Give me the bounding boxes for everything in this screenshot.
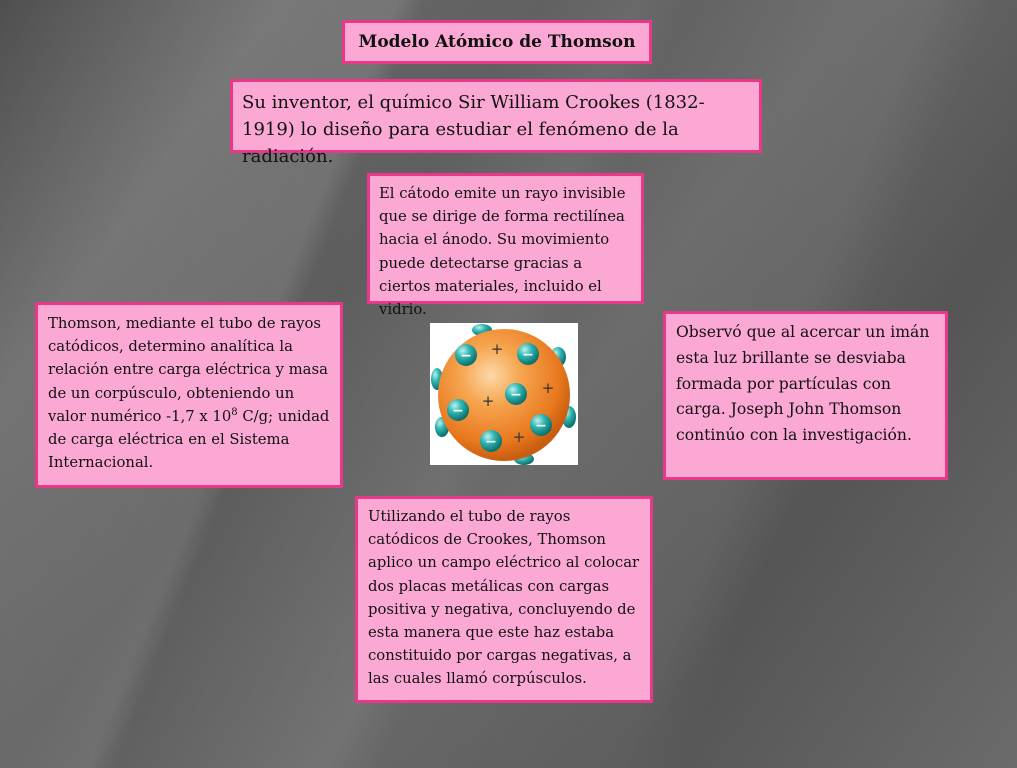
thomson-atom-image <box>430 323 578 465</box>
positive-charge: + <box>490 340 504 358</box>
cathode-box <box>367 173 644 319</box>
page-title: Modelo Atómico de Thomson <box>358 32 636 52</box>
thomson-mass-exponent: 8 <box>231 406 238 418</box>
electric-field-text: Utilizando el tubo de rayos catódicos de Crookes, Thomson aplico un campo eléctrico al colocar dos placas metálicas con cargas positiva y negativa, concluyendo de esta manera que este haz estaba constituido por cargas negativas, a las cuales llamó corpúsculos. <box>368 508 640 688</box>
negative-charge: − <box>452 403 464 419</box>
thomson-mass-text <box>48 312 330 474</box>
thomson-mass-box <box>35 302 343 488</box>
thomson-mass-text-before: Thomson, mediante el tubo de rayos catódicos, determino analítica la relación entre carga eléctrica y masa de un corpúsculo, obteniendo un valor numérico -1,7 x 10 <box>48 315 328 425</box>
electric-field-box <box>355 496 653 703</box>
negative-charge: − <box>460 348 472 364</box>
intro-text: Su inventor, el químico Sir William Crookes (1832-1919) lo diseño para estudiar el fenómeno de la radiación. <box>242 92 705 167</box>
negative-charge: − <box>510 387 522 403</box>
negative-charge: − <box>522 347 534 363</box>
atom-illustration <box>430 323 578 465</box>
positive-charge: + <box>512 428 526 446</box>
title-box <box>342 20 652 64</box>
negative-charge: − <box>485 434 497 450</box>
intro-box <box>230 79 762 167</box>
negative-charge: − <box>535 418 547 434</box>
observation-text: Observó que al acercar un imán esta luz brillante se desviaba formada por partículas con carga. Joseph John Thomson continúo con la investigación. <box>676 323 930 445</box>
observation-box <box>663 311 948 480</box>
positive-charge: + <box>481 392 495 410</box>
positive-charge: + <box>541 379 555 397</box>
cathode-text: El cátodo emite un rayo invisible que se dirige de forma rectilínea hacia el ánodo. Su movimiento puede detectarse gracias a ciertos materiales, incluido el vidrio. <box>379 185 626 319</box>
thomson-mass-text-after: C/g; unidad de carga eléctrica en el Sistema Internacional. <box>48 407 330 472</box>
